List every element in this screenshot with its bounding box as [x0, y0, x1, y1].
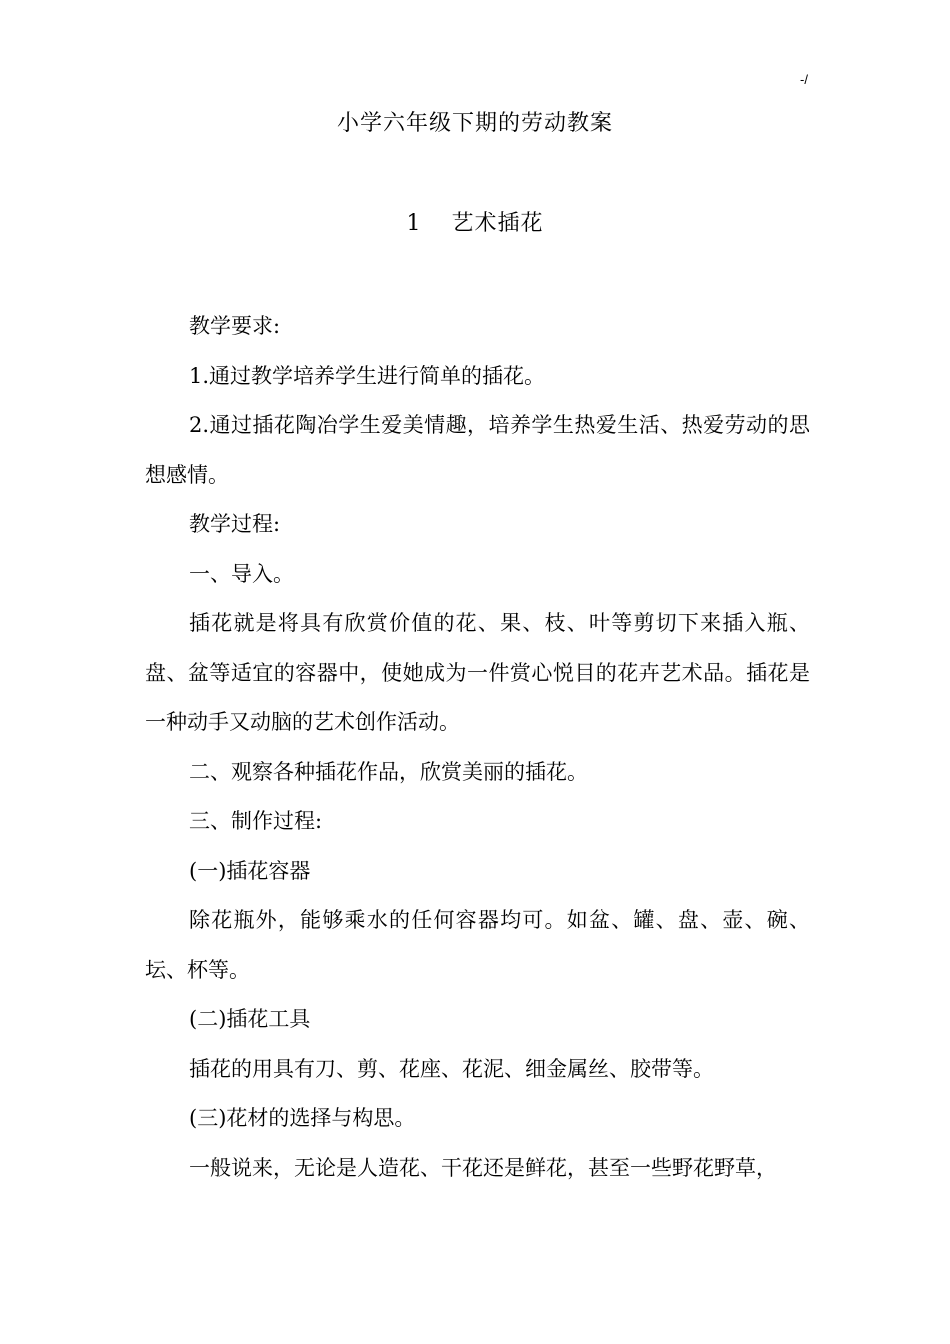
paragraph: 教学过程:	[189, 512, 281, 536]
section-title: 艺术插花	[451, 211, 544, 236]
paragraph: 插花的用具有刀、剪、花座、花泥、细金属丝、胶带等。	[189, 1056, 714, 1081]
paragraph: 一、导入。	[189, 561, 294, 586]
paragraph: 二、观察各种插花作品，欣赏美丽的插花。	[189, 759, 588, 784]
paragraph: 教学要求:	[189, 314, 281, 338]
paragraph: 插花就是将具有欣赏价值的花、果、枝、叶等剪切下来插入瓶、盘、盆等适宜的容器中，使她成为一件赏心悦目的花卉艺术品。插花是一种动手又动脑的艺术创作活动。	[145, 611, 810, 734]
section-number: 1	[406, 211, 422, 236]
paragraph: (二)插花工具	[189, 1007, 311, 1031]
document-body	[145, 302, 810, 1193]
paragraph: (一)插花容器	[189, 858, 311, 883]
document-title: 小学六年级下期的劳动教案	[336, 111, 613, 136]
paragraph: 1.通过教学培养学生进行简单的插花。	[189, 363, 546, 388]
paragraph: (三)花材的选择与构思。	[189, 1106, 416, 1130]
header-mark: -/	[800, 72, 808, 87]
paragraph: 一般说来，无论是人造花、干花还是鲜花，甚至一些野花野草，	[189, 1155, 777, 1180]
paragraph: 三、制作过程:	[189, 809, 323, 833]
section-heading	[0, 206, 950, 237]
paragraph: 2.通过插花陶冶学生爱美情趣，培养学生热爱生活、热爱劳动的思想感情。	[145, 413, 810, 487]
paragraph: 除花瓶外，能够乘水的任何容器均可。如盆、罐、盘、壶、碗、坛、杯等。	[145, 908, 810, 982]
